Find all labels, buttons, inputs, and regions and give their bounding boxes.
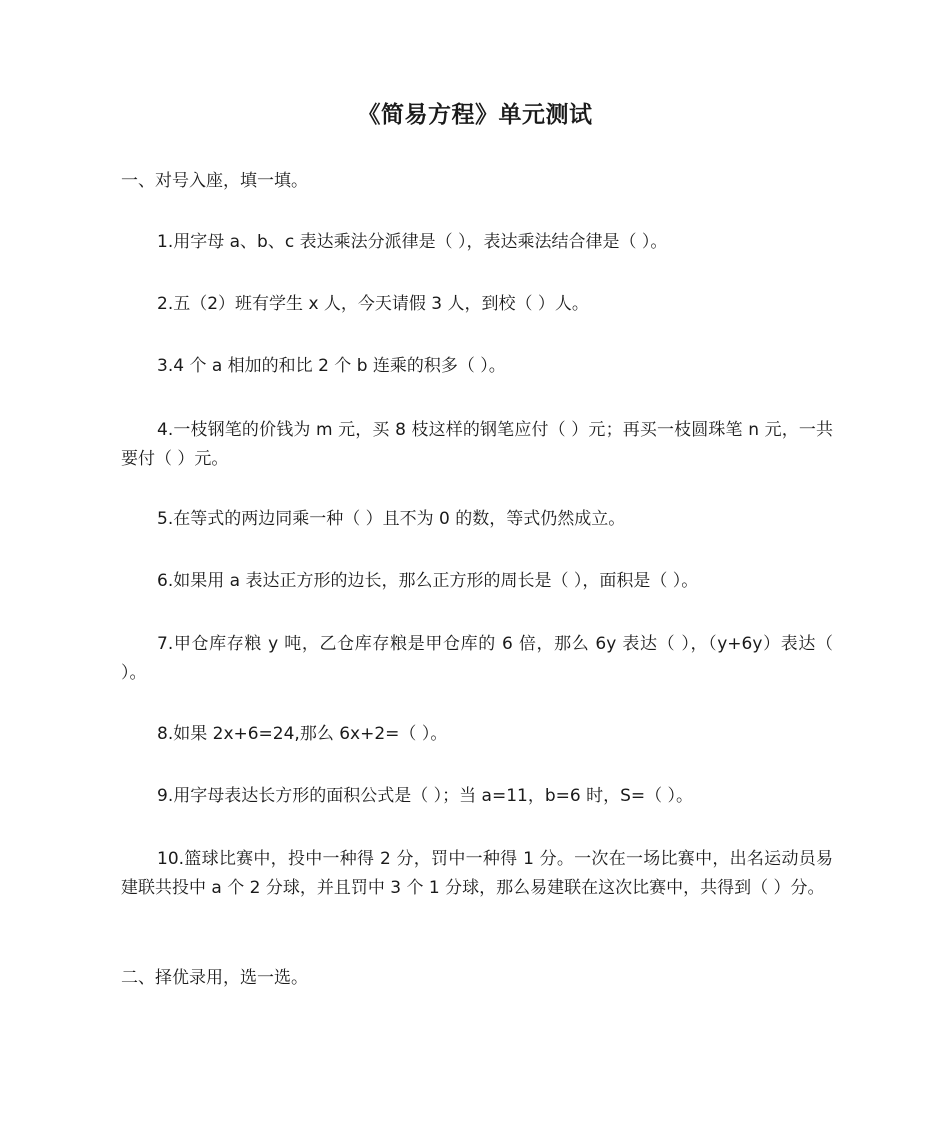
section-heading-fill-in: 一、对号入座，填一填。 <box>121 171 308 191</box>
question-10: 10.篮球比赛中，投中一种得 2 分，罚中一种得 1 分。一次在一场比赛中，出名运动员易建联共投中 a 个 2 分球，并且罚中 3 个 1 分球，那么易建联在这次比赛中，共得到（ ）分。 <box>121 849 833 898</box>
question-8: 8.如果 2x+6=24,那么 6x+2=（ ）。 <box>157 724 448 744</box>
question-4: 4.一枝钢笔的价钱为 m 元，买 8 枝这样的钢笔应付（ ）元；再买一枝圆珠笔 n 元，一共要付（ ）元。 <box>121 420 833 469</box>
question-5: 5.在等式的两边同乘一种（ ）且不为 0 的数，等式仍然成立。 <box>157 509 626 529</box>
page-title: 《简易方程》单元测试 <box>357 102 593 128</box>
question-1: 1.用字母 a、b、c 表达乘法分派律是（ ），表达乘法结合律是（ ）。 <box>157 232 668 252</box>
question-2: 2.五（2）班有学生 x 人，今天请假 3 人，到校（ ）人。 <box>157 294 589 314</box>
question-9: 9.用字母表达长方形的面积公式是（ ）；当 a=11，b=6 时，S=（ ）。 <box>157 786 694 806</box>
question-7: 7.甲仓库存粮 y 吨，乙仓库存粮是甲仓库的 6 倍，那么 6y 表达（ ），（y+6y）表达（ ）。 <box>121 634 833 683</box>
question-6: 6.如果用 a 表达正方形的边长，那么正方形的周长是（ ），面积是（ ）。 <box>157 571 699 591</box>
section-heading-multiple-choice: 二、择优录用，选一选。 <box>121 968 308 988</box>
question-3: 3.4 个 a 相加的和比 2 个 b 连乘的积多（ ）。 <box>157 356 506 376</box>
